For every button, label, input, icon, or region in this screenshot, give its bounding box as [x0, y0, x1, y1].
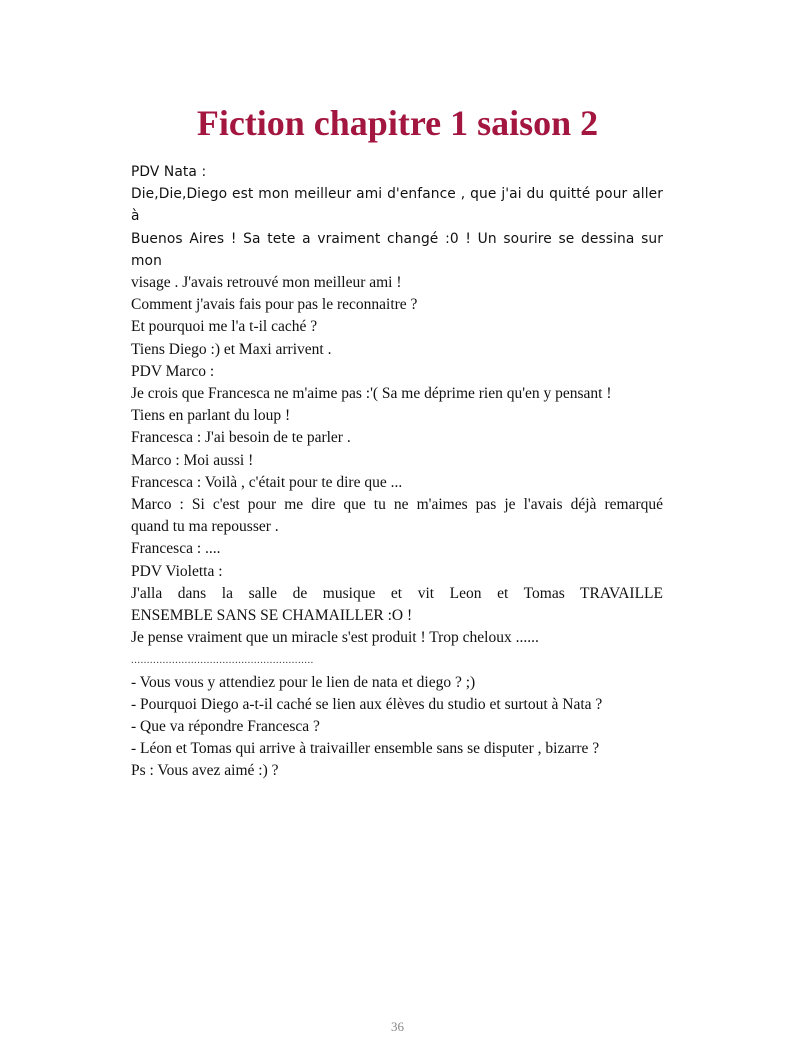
paragraph-line: PDV Violetta :: [131, 562, 223, 580]
paragraph-line: Francesca : J'ai besoin de te parler .: [131, 429, 351, 447]
question-line: - Léon et Tomas qui arrive à traivailler ensemble sans se disputer , bizarre ?: [131, 740, 600, 758]
paragraph-line: Marco : Moi aussi !: [131, 451, 254, 469]
page-title: Fiction chapitre 1 saison 2: [196, 103, 599, 143]
paragraph-line: Marco : Si c'est pour me dire que tu ne m'aimes pas je l'avais déjà remarqué: [131, 496, 663, 514]
paragraph-line: visage . J'avais retrouvé mon meilleur ami !: [131, 274, 402, 292]
story-body: [131, 161, 663, 783]
question-line: - Que va répondre Francesca ?: [131, 718, 320, 736]
paragraph-line: Tiens en parlant du loup !: [131, 407, 291, 425]
paragraph-line: Francesca : ....: [131, 540, 221, 558]
paragraph-line: Buenos Aires ! Sa tete a vraiment changé :0 ! Un sourire se dessina sur mon: [131, 230, 663, 269]
paragraph-line: J'alla dans la salle de musique et vit Leon et Tomas TRAVAILLE: [131, 584, 663, 602]
paragraph-line: Je pense vraiment que un miracle s'est produit ! Trop cheloux ......: [131, 629, 539, 647]
paragraph-line: Et pourquoi me l'a t-il caché ?: [131, 318, 318, 336]
paragraph-line: Francesca : Voilà , c'était pour te dire que ...: [131, 473, 403, 491]
paragraph-line: quand tu ma repousser .: [131, 518, 279, 536]
question-line: - Pourquoi Diego a-t-il caché se lien aux élèves du studio et surtout à Nata ?: [131, 695, 603, 713]
page-number: 36: [391, 1019, 404, 1034]
paragraph-line: Comment j'avais fais pour pas le reconnaitre ?: [131, 296, 418, 314]
paragraph-line: Je crois que Francesca ne m'aime pas :'( Sa me déprime rien qu'en y pensant !: [131, 385, 612, 403]
paragraph-line: PDV Marco :: [131, 362, 215, 380]
paragraph-line: Tiens Diego :) et Maxi arrivent .: [131, 340, 332, 358]
question-line: - Vous vous y attendiez pour le lien de nata et diego ? ;): [131, 673, 476, 691]
paragraph-line: ENSEMBLE SANS SE CHAMAILLER :O !: [131, 607, 413, 625]
postscript-line: Ps : Vous avez aimé :) ?: [131, 762, 279, 780]
separator-dots: ..........................................................: [131, 654, 314, 667]
paragraph-line: PDV Nata :: [131, 164, 207, 180]
paragraph-line: Die,Die,Diego est mon meilleur ami d'enfance , que j'ai du quitté pour aller à: [131, 186, 663, 225]
